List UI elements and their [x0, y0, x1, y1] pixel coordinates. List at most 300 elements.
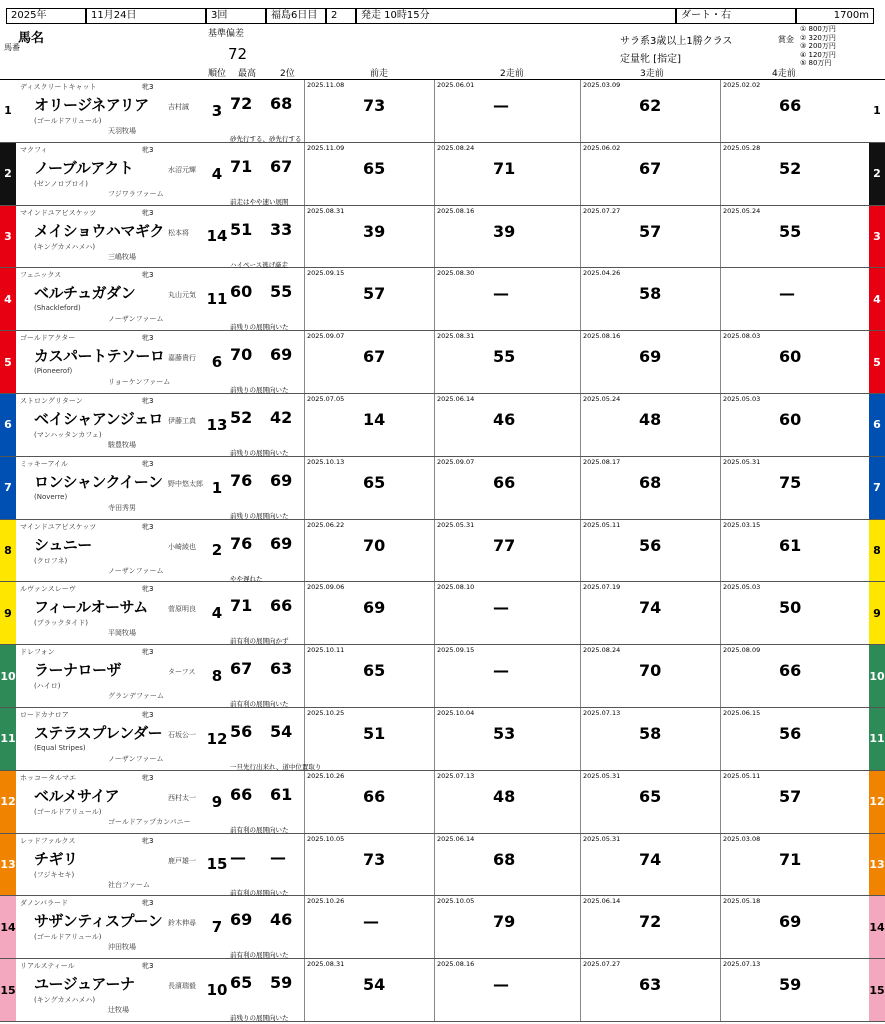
horse-row — [0, 206, 885, 269]
past-race — [434, 771, 580, 833]
prev3-col-label: 3走前 — [640, 69, 664, 79]
sire: フェニックス — [20, 271, 62, 280]
race-date: 2025.08.31 — [307, 206, 345, 215]
best-index: 71 — [230, 156, 253, 176]
sire: レッドファルクス — [20, 836, 76, 845]
best-index: 69 — [230, 910, 253, 930]
past-race — [304, 80, 434, 142]
umaban-left: 9 — [0, 582, 16, 644]
race-date: 2025.10.26 — [307, 897, 345, 906]
race-date: 2025.08.10 — [437, 583, 475, 592]
horse-name: ベルチュガダン — [34, 284, 136, 303]
race-date: 2025.07.05 — [307, 395, 345, 403]
horse-info — [18, 896, 208, 958]
horse-row — [0, 959, 885, 1022]
sire: ロードカナロア — [20, 711, 69, 719]
start-time: 発走 10時15分 — [361, 10, 430, 21]
race-date: 2025.11.08 — [307, 81, 345, 89]
past-race — [434, 645, 580, 707]
umaban-right: 15 — [869, 959, 885, 1021]
race-index: 50 — [779, 598, 802, 618]
past-race — [304, 331, 434, 393]
race-date: 2025.02.02 — [723, 81, 761, 89]
breeder: ノーザンファーム — [108, 755, 164, 763]
horse-name: ノーブルアクト — [34, 158, 134, 177]
jockey: 松本将 — [168, 228, 189, 237]
race-index: 66 — [493, 472, 516, 492]
race-index: 63 — [639, 975, 662, 995]
jockey: 石坂公一 — [168, 731, 196, 739]
past-race — [720, 268, 852, 330]
horse-name: メイショウハマギク — [34, 221, 164, 240]
sire: リアルスティール — [20, 962, 75, 971]
horse-name: オリージネアリア — [34, 96, 149, 114]
umaban-right: 8 — [869, 520, 885, 582]
dam-sire: (Shackleford) — [34, 304, 81, 313]
horse-name-col-label: 馬名 — [18, 31, 45, 46]
horse-info — [18, 80, 208, 142]
best-index: 66 — [230, 784, 253, 804]
second-index: 46 — [270, 910, 293, 930]
race-date: 2025.09.06 — [307, 583, 345, 592]
race-date: 2025.05.31 — [723, 457, 761, 466]
prize-item: ④ 120万円 — [800, 50, 836, 59]
race-date: 2025.05.31 — [583, 834, 621, 843]
race-index: 58 — [639, 284, 662, 304]
horse-row — [0, 582, 885, 645]
past-race — [304, 268, 434, 330]
best-index: 71 — [230, 596, 253, 616]
race-date: 2025.10.13 — [307, 457, 345, 466]
race-date: 2025.08.24 — [583, 646, 621, 655]
horse-name: チギリ — [34, 849, 78, 868]
sire: ディスクリートキャット — [20, 83, 97, 91]
past-race — [720, 394, 852, 456]
race-comment: 前残りの展開向いた — [230, 1014, 289, 1023]
sire: マインドユアビスケッツ — [20, 208, 97, 217]
race-number: 2 — [331, 10, 338, 21]
past-race — [580, 896, 720, 958]
sex-age: 牝3 — [142, 522, 154, 531]
past-race — [434, 206, 580, 268]
dam-sire: (キングカメハメハ) — [34, 996, 96, 1005]
prize-item: ③ 200万円 — [800, 42, 836, 50]
breeder: 寺田秀男 — [108, 503, 136, 512]
weight-rule: 定量牝 [指定] — [620, 54, 681, 65]
race-index: 69 — [363, 598, 386, 618]
past-race — [434, 834, 580, 896]
horse-info — [18, 834, 208, 896]
race-index: 70 — [363, 535, 386, 555]
race-index: 61 — [779, 535, 802, 555]
past-race — [434, 582, 580, 644]
race-date: 2025.06.14 — [437, 395, 475, 403]
jockey: 水沼元輝 — [168, 165, 196, 174]
race-date: 2025.08.03 — [723, 332, 761, 341]
dam-sire: (ゴールドアリュール) — [34, 807, 102, 816]
horse-row — [0, 708, 885, 771]
past-race — [720, 834, 852, 896]
meeting-cell — [266, 8, 326, 24]
horse-name: ラーナローザ — [34, 661, 122, 680]
jockey: 小崎綾也 — [168, 542, 196, 551]
rank-col-label: 順位 — [208, 69, 227, 79]
race-comment: 前走はやや速い展開 — [230, 197, 289, 206]
race-index: 71 — [493, 158, 516, 178]
meeting: 福島6日目 — [271, 10, 318, 21]
rank: 8 — [211, 667, 223, 686]
rank: 12 — [206, 729, 228, 748]
year: 2025年 — [11, 10, 47, 21]
race-date: 2025.08.31 — [307, 960, 345, 969]
race-date: 2025.08.17 — [583, 457, 621, 466]
race-index: 57 — [779, 786, 802, 806]
breeder: ゴールドアップカンパニー — [108, 817, 191, 826]
race-index: — — [493, 96, 509, 115]
race-index: 74 — [639, 849, 662, 869]
past-race — [434, 896, 580, 958]
breeder: 辻牧場 — [108, 1006, 129, 1015]
race-comment: 前有利の展開向いた — [230, 825, 289, 834]
horse-name: ベイシャアンジェロ — [34, 410, 163, 428]
race-index: 51 — [363, 724, 386, 743]
race-index: 39 — [363, 221, 386, 241]
race-index: 14 — [363, 410, 386, 429]
rank: 11 — [206, 290, 228, 309]
race-comment: 前有利の展開向いた — [230, 951, 289, 960]
past-race — [434, 708, 580, 770]
dam-sire: (マンハッタンカフェ) — [34, 431, 102, 439]
race-comment: 前残りの展開向いた — [230, 449, 289, 457]
race-comment: 前有利の展開向いた — [230, 888, 289, 897]
race-date: 2025.08.16 — [437, 206, 475, 215]
horse-info — [18, 143, 208, 205]
horse-name: サザンティスプーン — [34, 912, 163, 931]
dam-sire: (ゴールドアリュール) — [34, 933, 102, 942]
breeder: 駿豊牧場 — [108, 441, 136, 449]
rank: 7 — [211, 918, 223, 937]
breeder: 三嶋牧場 — [108, 252, 136, 261]
past-race — [720, 80, 852, 142]
second-index: 59 — [270, 973, 293, 993]
race-comment: 砂先行する、砂先行する — [230, 135, 302, 143]
horse-row — [0, 834, 885, 897]
race-index: 48 — [493, 786, 516, 806]
horse-info — [18, 457, 208, 519]
breeder: 沖田牧場 — [108, 943, 136, 952]
prev-col-label: 前走 — [370, 69, 389, 79]
past-race — [304, 457, 434, 519]
dam-sire: (ハイロ) — [34, 682, 61, 691]
race-date: 2025.06.14 — [437, 834, 475, 843]
horse-info — [18, 771, 208, 833]
second-index: 69 — [270, 345, 293, 365]
race-date: 2025.10.05 — [307, 834, 345, 843]
race-index: 59 — [779, 975, 802, 995]
race-index: 65 — [639, 786, 662, 806]
umaban-left: 2 — [0, 143, 16, 205]
sex-age: 牝3 — [142, 334, 154, 343]
rank: 14 — [206, 227, 228, 246]
horse-name: シュニー — [34, 535, 92, 554]
horse-info — [18, 520, 208, 582]
race-index: 60 — [779, 347, 802, 367]
past-race — [720, 771, 852, 833]
race-index: 62 — [639, 96, 662, 115]
rank: 9 — [211, 792, 223, 811]
best-index: 76 — [230, 533, 253, 553]
past-race — [304, 771, 434, 833]
horse-name: ステラスプレンダー — [34, 724, 163, 742]
sire: マクフィ — [20, 145, 48, 154]
race-header — [0, 0, 885, 80]
sex-age: 牝3 — [142, 83, 154, 91]
race-date: 2025.10.04 — [437, 709, 475, 717]
past-race — [580, 582, 720, 644]
sex-age: 牝3 — [142, 397, 154, 405]
race-date: 2025.05.11 — [723, 771, 761, 780]
date-cell — [86, 8, 206, 24]
umaban-right: 11 — [869, 708, 885, 770]
year-cell — [6, 8, 86, 24]
second-index: 42 — [270, 408, 293, 427]
race-date: 2025.03.15 — [723, 520, 761, 529]
race-date: 2025.03.09 — [583, 81, 621, 89]
race-index: 68 — [493, 849, 516, 869]
jockey: 鈴木伸尋 — [168, 919, 196, 928]
sex-age: 牝3 — [142, 648, 154, 657]
second-index: 67 — [270, 156, 293, 176]
race-index: 65 — [363, 661, 386, 681]
sire: マインドユアビスケッツ — [20, 522, 97, 531]
race-date: 2025.08.31 — [437, 332, 475, 341]
best-index: 65 — [230, 973, 253, 993]
past-race — [304, 206, 434, 268]
race-class: サラ系3歳以上1勝クラス — [620, 36, 733, 47]
horse-row — [0, 394, 885, 457]
umaban-right: 1 — [869, 80, 885, 142]
past-race — [304, 834, 434, 896]
past-race — [580, 708, 720, 770]
second-index: 55 — [270, 282, 293, 302]
race-index: 56 — [779, 724, 802, 743]
dam-sire: (フジキセキ) — [34, 870, 75, 879]
race-index: — — [493, 284, 509, 304]
prize-item: ⑤ 80万円 — [800, 59, 832, 67]
race-index: 73 — [363, 849, 386, 869]
horse-info — [18, 708, 208, 770]
breeder: グランデファーム — [108, 692, 164, 701]
race-index: 52 — [779, 158, 802, 178]
sire: ダノンバラード — [20, 899, 69, 908]
prev2-col-label: 2走前 — [500, 69, 524, 79]
second-index: 54 — [270, 722, 293, 741]
best-index: 60 — [230, 282, 253, 302]
past-race — [720, 206, 852, 268]
best-index: 67 — [230, 659, 253, 679]
sex-age: 牝3 — [142, 899, 154, 908]
past-race — [434, 394, 580, 456]
race-index: — — [493, 598, 509, 618]
race-comment: 前有利の展開向いた — [230, 700, 289, 709]
past-race — [304, 708, 434, 770]
rank: 6 — [211, 353, 223, 372]
race-index: 66 — [779, 661, 802, 681]
past-race — [580, 206, 720, 268]
dam-sire: (キングカメハメハ) — [34, 242, 96, 251]
prize-item: ① 800万円 — [800, 25, 836, 33]
race-index: 58 — [639, 724, 662, 743]
dam-sire: (Equal Stripes) — [34, 744, 86, 752]
breeder: フジワラファーム — [108, 189, 164, 198]
sex-age: 牝3 — [142, 459, 154, 468]
horse-row — [0, 331, 885, 394]
race-index: 65 — [363, 158, 386, 178]
race-date: 2025.08.24 — [437, 143, 475, 152]
race-date: 2025.06.22 — [307, 520, 345, 529]
umaban-left: 5 — [0, 331, 16, 393]
race-date: 2025.06.15 — [723, 709, 761, 717]
sire: ホッコータルマエ — [20, 773, 76, 782]
race-index: 57 — [639, 221, 662, 241]
race-index: 48 — [639, 410, 662, 429]
umaban-left: 11 — [0, 708, 16, 770]
jockey: 長濱瑞毅 — [168, 982, 196, 991]
umaban-left: 7 — [0, 457, 16, 519]
sire: ストロングリターン — [20, 397, 83, 405]
race-index: 77 — [493, 535, 516, 555]
horse-row — [0, 143, 885, 206]
jockey: 嘉藤貴行 — [168, 354, 196, 363]
race-date: 2025.03.08 — [723, 834, 761, 843]
kai: 3回 — [211, 10, 228, 21]
distance-cell — [796, 8, 874, 24]
sex-age: 牝3 — [142, 962, 154, 971]
rank: 1 — [211, 478, 223, 497]
horse-info — [18, 206, 208, 268]
best-index: 52 — [230, 408, 253, 427]
rank: 4 — [211, 604, 223, 623]
past-race — [580, 268, 720, 330]
race-index: 66 — [363, 786, 386, 806]
start-cell — [356, 8, 676, 24]
race-date: 2025.08.16 — [583, 332, 621, 341]
past-race — [434, 457, 580, 519]
past-race — [580, 771, 720, 833]
race-date: 2025.05.03 — [723, 395, 761, 403]
race-index: 65 — [363, 472, 386, 492]
race-date: 2025.09.15 — [437, 646, 475, 655]
rank: 10 — [206, 981, 228, 1000]
horse-info — [18, 394, 208, 456]
race-comment: やや遅れた — [230, 574, 263, 583]
jockey: 西村太一 — [168, 793, 196, 802]
past-race — [580, 143, 720, 205]
umaban-left: 3 — [0, 206, 16, 268]
race-date: 2025.10.05 — [437, 897, 475, 906]
horse-info — [18, 959, 208, 1021]
past-race — [304, 645, 434, 707]
race-date: 2025.05.28 — [723, 143, 761, 152]
past-race — [580, 457, 720, 519]
race-index: 60 — [779, 410, 802, 429]
race-comment: ハイペース逃げ厳走 — [230, 260, 289, 269]
jockey: 菅原明良 — [168, 605, 196, 614]
race-index: 46 — [493, 410, 516, 429]
past-race — [720, 520, 852, 582]
past-race — [434, 268, 580, 330]
race-date: 2025.05.31 — [437, 520, 475, 529]
race-date: 2025.05.24 — [723, 206, 761, 215]
prize-label: 賞金 — [778, 35, 794, 44]
best-index: — — [230, 847, 246, 867]
rank: 3 — [211, 101, 223, 120]
race-index: 67 — [639, 158, 662, 178]
race-no-cell — [326, 8, 356, 24]
umaban-right: 9 — [869, 582, 885, 644]
umaban-col-label: 馬番 — [4, 43, 20, 52]
horse-info — [18, 331, 208, 393]
breeder: リョーケンファーム — [108, 378, 171, 387]
std-dev-value: 72 — [228, 45, 248, 63]
umaban-left: 6 — [0, 394, 16, 456]
race-index: 66 — [779, 96, 802, 115]
race-comment: 前残りの展開向いた — [230, 386, 289, 395]
sire: ドレフォン — [20, 648, 55, 657]
race-date: 2025.09.07 — [437, 457, 475, 466]
prev4-col-label: 4走前 — [772, 69, 796, 79]
jockey: ターフス — [168, 668, 196, 677]
sex-age: 牝3 — [142, 773, 154, 782]
umaban-left: 10 — [0, 645, 16, 707]
race-date: 2025.07.27 — [583, 206, 621, 215]
race-date: 2025.06.01 — [437, 81, 475, 89]
best-col-label: 最高 — [238, 69, 257, 79]
race-index: 72 — [639, 912, 662, 932]
race-index: 75 — [779, 472, 802, 492]
race-date: 2025.10.25 — [307, 709, 345, 717]
race-index: 74 — [639, 598, 662, 618]
race-date: 2025.10.26 — [307, 771, 345, 780]
umaban-left: 15 — [0, 959, 16, 1021]
sire: ルヴァンスレーヴ — [20, 585, 76, 594]
past-race — [580, 331, 720, 393]
horse-name: フィールオーサム — [34, 598, 148, 617]
race-index: 73 — [363, 96, 386, 115]
race-comment: 一旦先行出来れ、道中位置取り — [230, 763, 322, 771]
past-race — [580, 959, 720, 1021]
umaban-right: 14 — [869, 896, 885, 958]
sire: ミッキーアイル — [20, 459, 68, 468]
horse-name: ベルメサイア — [34, 786, 120, 805]
second-index: — — [270, 847, 286, 867]
second-index: 69 — [270, 533, 293, 553]
track: ダート・右 — [681, 10, 731, 21]
past-race — [720, 959, 852, 1021]
date: 11月24日 — [91, 10, 137, 21]
race-comment: 前残りの展開向いた — [230, 511, 289, 520]
past-race — [580, 520, 720, 582]
dam-sire: (ゴールドアリュール) — [34, 117, 102, 125]
race-date: 2025.05.31 — [583, 771, 621, 780]
second-index: 68 — [270, 94, 293, 113]
second-index: 61 — [270, 784, 293, 804]
race-index: 56 — [639, 535, 662, 555]
horse-name: ロンシャンクイーン — [34, 472, 163, 491]
umaban-right: 4 — [869, 268, 885, 330]
race-index: — — [493, 975, 509, 995]
rank: 2 — [211, 541, 223, 560]
